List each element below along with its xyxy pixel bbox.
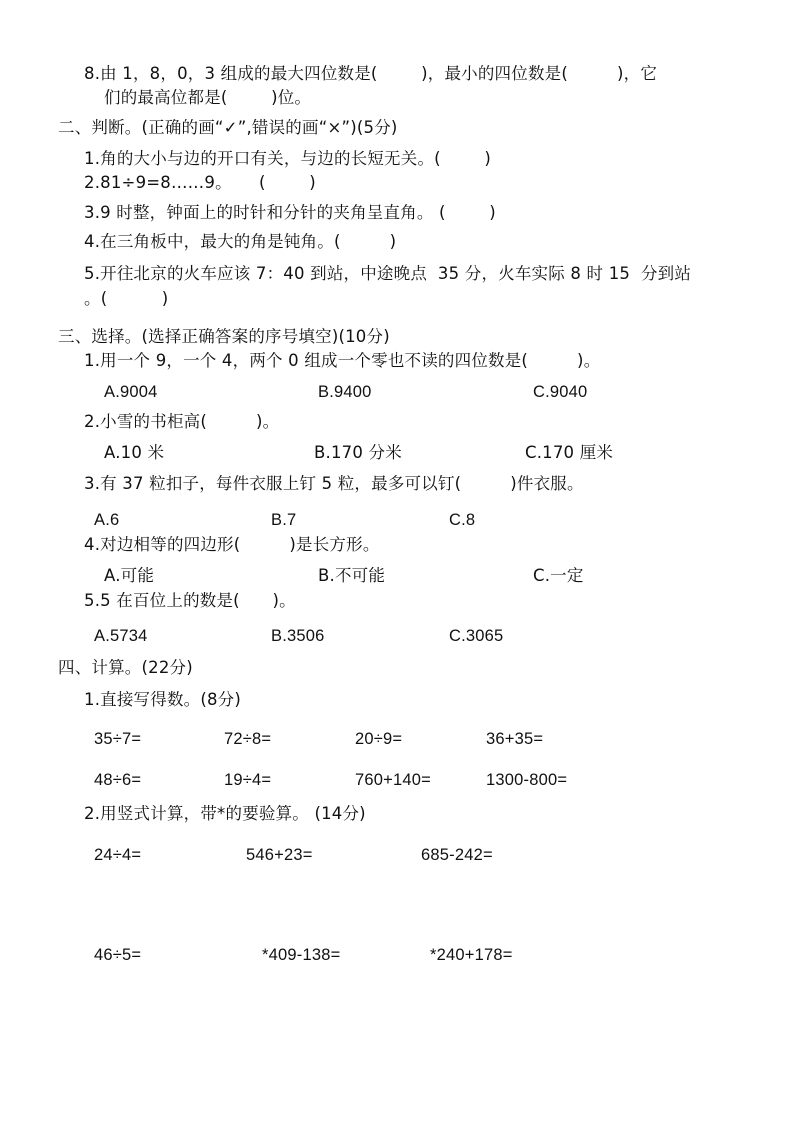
oral-calc-3: 20÷9= [355, 730, 403, 748]
oral-calc-5: 48÷6= [94, 771, 142, 789]
choice-option-1c: C.9040 [533, 383, 588, 401]
choice-question-3: 3.有 37 粒扣子，每件衣服上钉 5 粒，最多可以钉( )件衣服。 [84, 474, 584, 493]
vertical-calc-2: 546+23= [246, 846, 313, 864]
choice-option-3b: B.7 [271, 511, 297, 529]
choice-question-2: 2.小雪的书柜高( )。 [84, 412, 280, 431]
vertical-calc-1: 24÷4= [94, 846, 142, 864]
choice-option-5c: C.3065 [449, 627, 504, 645]
vertical-calc-3: 685-242= [421, 846, 493, 864]
judge-item-2: 2.81÷9=8……9。 ( ) [84, 173, 316, 192]
section-4-heading: 四、计算。(22分) [58, 658, 193, 677]
choice-option-4b: B.不可能 [318, 566, 386, 585]
section-2-heading: 二、判断。(正确的画“✓”,错误的画“×”)(5分) [58, 118, 398, 137]
oral-calc-4: 36+35= [486, 730, 544, 748]
section-3-heading: 三、选择。(选择正确答案的序号填空)(10分) [58, 327, 390, 346]
choice-option-3a: A.6 [94, 511, 120, 529]
judge-item-1: 1.角的大小与边的开口有关，与边的长短无关。( ) [84, 149, 491, 168]
oral-calc-6: 19÷4= [224, 771, 272, 789]
choice-question-1: 1.用一个 9，一个 4，两个 0 组成一个零也不读的四位数是( )。 [84, 351, 601, 370]
choice-option-2b: B.170 分米 [314, 443, 402, 462]
choice-option-4a: A.可能 [104, 566, 155, 585]
question-8-line1: 8.由 1，8，0，3 组成的最大四位数是( )，最小的四位数是( )，它 [84, 64, 658, 83]
choice-option-2a: A.10 米 [104, 443, 165, 462]
judge-item-5: 5.开往北京的火车应该 7：40 到站，中途晚点 35 分，火车实际 8 时 15 分到站 [84, 264, 692, 283]
calc-part-1-title: 1.直接写得数。(8分) [84, 690, 242, 709]
choice-question-5: 5.5 在百位上的数是( )。 [84, 591, 296, 610]
oral-calc-8: 1300-800= [486, 771, 568, 789]
calc-part-2-title: 2.用竖式计算，带*的要验算。 (14分) [84, 804, 366, 823]
oral-calc-2: 72÷8= [224, 730, 272, 748]
judge-item-3: 3.9 时整，钟面上的时针和分针的夹角呈直角。 ( ) [84, 203, 496, 222]
vertical-calc-6: *240+178= [430, 946, 513, 964]
oral-calc-7: 760+140= [355, 771, 431, 789]
vertical-calc-5: *409-138= [262, 946, 341, 964]
choice-option-1b: B.9400 [318, 383, 372, 401]
choice-option-2c: C.170 厘米 [525, 443, 614, 462]
choice-option-5a: A.5734 [94, 627, 148, 645]
judge-item-4: 4.在三角板中，最大的角是钝角。( ) [84, 232, 397, 251]
oral-calc-1: 35÷7= [94, 730, 142, 748]
choice-option-5b: B.3506 [271, 627, 325, 645]
vertical-calc-4: 46÷5= [94, 946, 142, 964]
choice-question-4: 4.对边相等的四边形( )是长方形。 [84, 535, 380, 554]
choice-option-4c: C.一定 [533, 566, 584, 585]
question-8-line2: 们的最高位都是( )位。 [104, 88, 312, 107]
judge-item-5-cont: 。( ) [84, 289, 169, 308]
choice-option-3c: C.8 [449, 511, 476, 529]
choice-option-1a: A.9004 [104, 383, 158, 401]
